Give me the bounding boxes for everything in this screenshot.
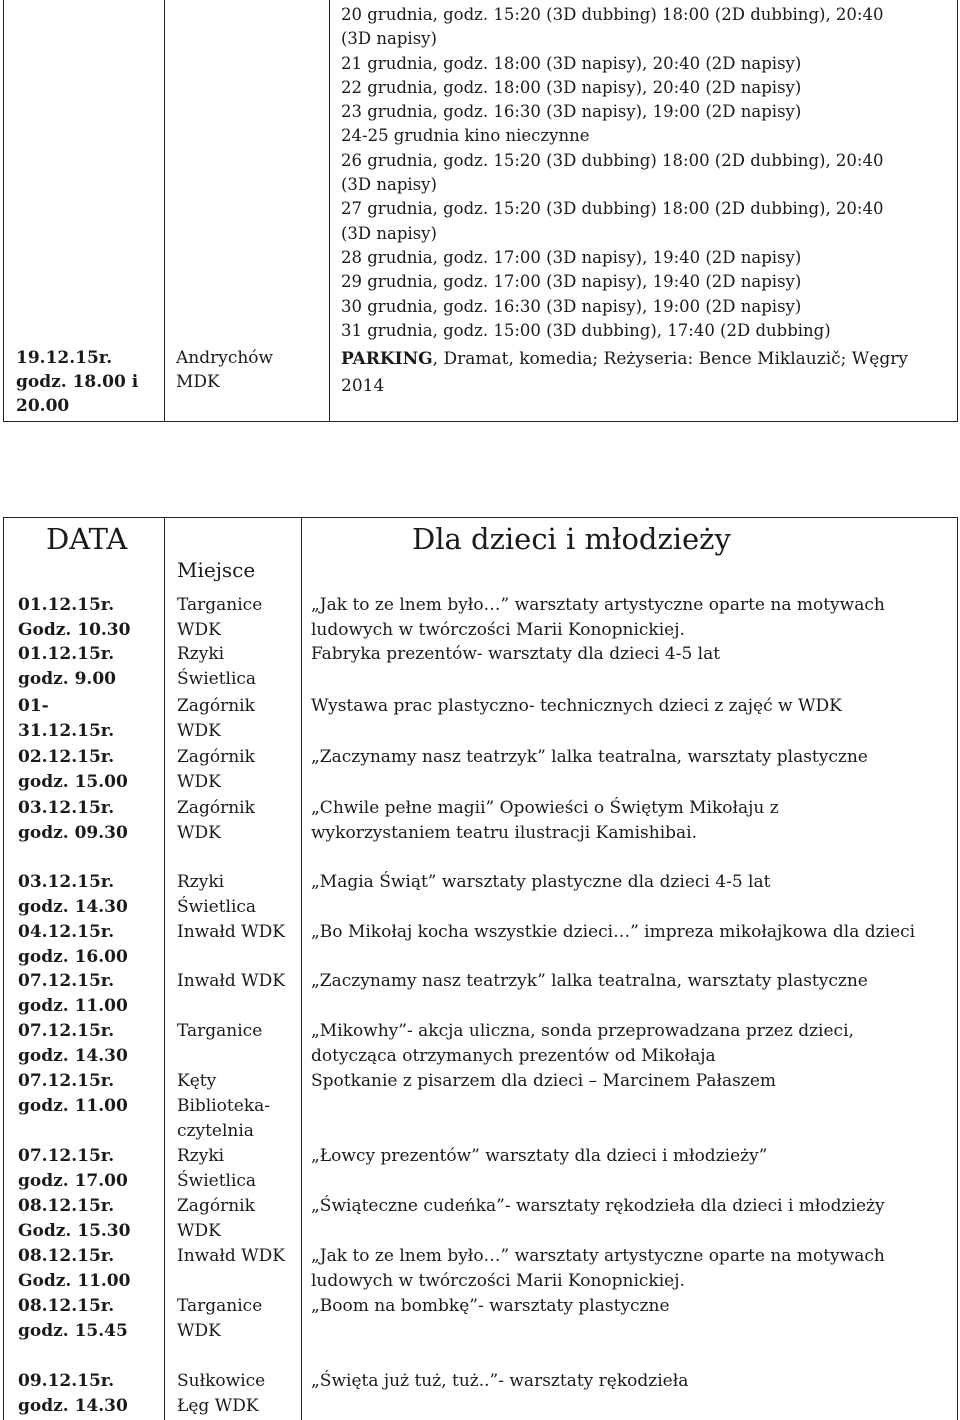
row-place: Rzyki Świetlica — [177, 644, 257, 689]
row-description: „Święta już tuż, tuż..”- warsztaty rękodzieła — [311, 1371, 689, 1391]
header-title: Dla dzieci i młodzieży — [412, 522, 731, 556]
row-date: 08.12.15r. Godz. 15.30 — [18, 1196, 131, 1241]
row-date: 08.12.15r. godz. 15.45 — [18, 1296, 128, 1341]
row-date: 07.12.15r. godz. 17.00 — [18, 1146, 128, 1191]
row-description: Wystawa prac plastyczno- technicznych dzieci z zajęć w WDK — [311, 696, 842, 716]
screening-schedule — [341, 3, 953, 343]
row-place: Targanice WDK — [177, 595, 263, 640]
row-place: Inwałd WDK — [177, 1246, 285, 1266]
row-place: Sułkowice Łęg WDK — [177, 1371, 266, 1416]
date-line: godz. 18.00 i — [16, 372, 139, 392]
row-description: „Magia Świąt” warsztaty plastyczne dla dzieci 4-5 lat — [311, 872, 771, 892]
schedule-line: 26 grudnia, godz. 15:20 (3D dubbing) 18:00 (2D dubbing), 20:40 — [341, 150, 884, 170]
schedule-line: 27 grudnia, godz. 15:20 (3D dubbing) 18:00 (2D dubbing), 20:40 — [341, 199, 884, 219]
row-description: „Zaczynamy nasz teatrzyk” lalka teatralna, warsztaty plastyczne — [311, 971, 868, 991]
schedule-line: 21 grudnia, godz. 18:00 (3D napisy), 20:40 (2D napisy) — [341, 53, 802, 73]
schedule-line: 22 grudnia, godz. 18:00 (3D napisy), 20:40 (2D napisy) — [341, 77, 802, 97]
date-line: 20.00 — [16, 396, 70, 416]
place-line: MDK — [176, 372, 220, 392]
schedule-line: (3D napisy) — [341, 175, 437, 195]
row-place: Rzyki Świetlica — [177, 872, 257, 917]
top-schedule-table — [3, 0, 958, 422]
schedule-line: 20 grudnia, godz. 15:20 (3D dubbing) 18:00 (2D dubbing), 20:40 — [341, 5, 884, 24]
row-place: Targanice WDK — [177, 1296, 263, 1341]
row-place: Zagórnik WDK — [177, 747, 255, 792]
row-date: 07.12.15r. godz. 14.30 — [18, 1021, 128, 1066]
row-place: Kęty Biblioteka- czytelnia — [177, 1071, 270, 1141]
column-divider — [329, 0, 330, 421]
row-date: 09.12.15r. godz. 14.30 — [18, 1371, 128, 1416]
header-date: DATA — [46, 522, 128, 556]
row-description: „Łowcy prezentów” warsztaty dla dzieci i młodzieży” — [311, 1146, 768, 1166]
film-title: PARKING — [341, 349, 433, 369]
row-date: 04.12.15r. godz. 16.00 — [18, 922, 128, 967]
date-line: 19.12.15r. — [16, 348, 113, 368]
column-divider — [164, 0, 165, 421]
row-description: „Chwile pełne magii” Opowieści o Świętym Mikołaju z wykorzystaniem teatru ilustracji Kamishibai. — [311, 798, 779, 843]
row-place: Inwałd WDK — [177, 922, 285, 942]
row-date: 03.12.15r. godz. 09.30 — [18, 798, 128, 843]
children-events-table — [3, 517, 958, 1420]
schedule-line: 29 grudnia, godz. 17:00 (3D napisy), 19:40 (2D napisy) — [341, 272, 802, 292]
row-description: „Jak to ze lnem było…” warsztaty artystyczne oparte na motywach ludowych w twórczości Marii Konopnickiej. — [311, 595, 885, 640]
place-line: Andrychów — [176, 348, 274, 368]
row-place: Zagórnik WDK — [177, 696, 255, 741]
schedule-line: 30 grudnia, godz. 16:30 (3D napisy), 19:00 (2D napisy) — [341, 296, 802, 316]
column-divider — [164, 518, 165, 1420]
row-date: 07.12.15r. godz. 11.00 — [18, 971, 128, 1016]
event-place — [176, 346, 273, 394]
schedule-line: 24-25 grudnia kino nieczynne — [341, 126, 590, 146]
event-date — [16, 346, 138, 418]
film-year: 2014 — [341, 376, 385, 396]
film-description — [341, 346, 941, 400]
row-description: „Zaczynamy nasz teatrzyk” lalka teatralna, warsztaty plastyczne — [311, 747, 868, 767]
row-date: 01.12.15r. godz. 9.00 — [18, 644, 117, 689]
film-details: , Dramat, komedia; Reżyseria: Bence Miklauzič; Węgry — [432, 349, 908, 369]
row-description: „Mikowhy”- akcja uliczna, sonda przeprowadzana przez dzieci, dotycząca otrzymanych prezentów od Mikołaja — [311, 1021, 854, 1066]
row-date: 03.12.15r. godz. 14.30 — [18, 872, 128, 917]
row-place: Zagórnik WDK — [177, 798, 255, 843]
row-date: 01- 31.12.15r. — [18, 696, 115, 741]
row-date: 07.12.15r. godz. 11.00 — [18, 1071, 128, 1116]
row-date: 01.12.15r. Godz. 10.30 — [18, 595, 131, 640]
row-date: 08.12.15r. Godz. 11.00 — [18, 1246, 131, 1291]
row-place: Zagórnik WDK — [177, 1196, 255, 1241]
schedule-line: 23 grudnia, godz. 16:30 (3D napisy), 19:00 (2D napisy) — [341, 102, 802, 122]
header-place: Miejsce — [177, 558, 256, 582]
row-place: Targanice — [177, 1021, 263, 1041]
schedule-line: (3D napisy) — [341, 29, 437, 49]
row-description: Spotkanie z pisarzem dla dzieci – Marcinem Pałaszem — [311, 1071, 777, 1091]
row-date: 02.12.15r. godz. 15.00 — [18, 747, 128, 792]
schedule-line: 28 grudnia, godz. 17:00 (3D napisy), 19:40 (2D napisy) — [341, 247, 802, 267]
schedule-line: 31 grudnia, godz. 15:00 (3D dubbing), 17:40 (2D dubbing) — [341, 320, 831, 340]
row-description: „Boom na bombkę”- warsztaty plastyczne — [311, 1296, 670, 1316]
schedule-line: (3D napisy) — [341, 223, 437, 243]
row-description: Fabryka prezentów- warsztaty dla dzieci 4-5 lat — [311, 644, 721, 664]
row-description: „Świąteczne cudeńka”- warsztaty rękodzieła dla dzieci i młodzieży — [311, 1196, 885, 1216]
row-description: „Jak to ze lnem było…” warsztaty artystyczne oparte na motywach ludowych w twórczości Marii Konopnickiej. — [311, 1246, 885, 1291]
row-place: Inwałd WDK — [177, 971, 285, 991]
row-place: Rzyki Świetlica — [177, 1146, 257, 1191]
row-description: „Bo Mikołaj kocha wszystkie dzieci…” impreza mikołajkowa dla dzieci — [311, 922, 916, 942]
